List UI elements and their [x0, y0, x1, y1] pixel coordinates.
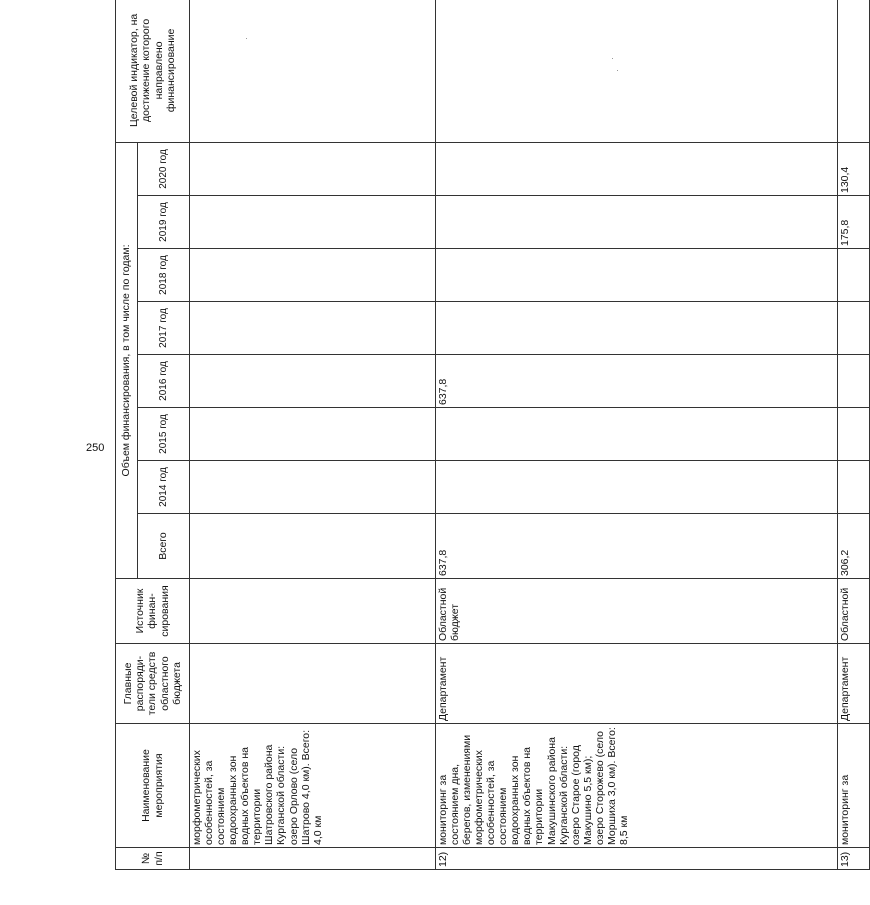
- page-number: 250: [86, 442, 105, 454]
- header-year-2014: 2014 год: [138, 461, 190, 514]
- row-2020: [435, 142, 837, 195]
- header-year-2017: 2017 год: [138, 302, 190, 355]
- row-source: [190, 579, 436, 644]
- row-managers: Департамент: [837, 644, 869, 724]
- row-2014: [837, 461, 869, 514]
- row-num: 13): [837, 848, 869, 870]
- row-2017: [435, 302, 837, 355]
- header-num: № п/п: [116, 848, 190, 870]
- header-managers: Главные распоряди-тели средств областного бюджета: [116, 644, 190, 724]
- row-2019: 175,8: [837, 196, 869, 249]
- header-year-2020: 2020 год: [138, 142, 190, 195]
- header-source: Источник финан-сирования: [116, 579, 190, 644]
- row-target: [837, 0, 869, 142]
- row-2017: [837, 302, 869, 355]
- table-row: [837, 0, 869, 870]
- row-2020: [190, 142, 436, 195]
- row-managers: Департамент: [435, 644, 837, 724]
- row-2018: [837, 249, 869, 302]
- header-name: Наименование мероприятия: [116, 724, 190, 848]
- row-2014: [435, 461, 837, 514]
- row-target: [435, 0, 837, 142]
- row-2017: [190, 302, 436, 355]
- header-year-2018: 2018 год: [138, 249, 190, 302]
- row-2020: 130,4: [837, 142, 869, 195]
- row-name: морфометрических особенностей, за состоянием водоохранных зон водных объектов на территории Шатровского района Курганской области: озеро Орлово (село Шатрово 4,0 км). Всего: 4,0 км: [190, 724, 436, 848]
- rotated-table-wrapper: [115, 13, 870, 870]
- header-total: Всего: [138, 514, 190, 579]
- row-2016: [837, 355, 869, 408]
- table-row: [190, 0, 436, 870]
- row-2016: 637,8: [435, 355, 837, 408]
- row-total: [190, 514, 436, 579]
- row-2015: [190, 408, 436, 461]
- row-2018: [190, 249, 436, 302]
- row-2016: [190, 355, 436, 408]
- row-source: Областной бюджет: [435, 579, 837, 644]
- row-source: Областной: [837, 579, 869, 644]
- row-2015: [837, 408, 869, 461]
- financing-table: [115, 0, 870, 870]
- row-num: 12): [435, 848, 837, 870]
- row-2014: [190, 461, 436, 514]
- row-total: 637,8: [435, 514, 837, 579]
- row-2019: [190, 196, 436, 249]
- row-num: [190, 848, 436, 870]
- row-2015: [435, 408, 837, 461]
- row-name: мониторинг за: [837, 724, 869, 848]
- header-volume-group: Объем финансирования, в том числе по годам:: [116, 142, 138, 578]
- header-year-2016: 2016 год: [138, 355, 190, 408]
- scan-speck: [612, 58, 613, 59]
- row-target: [190, 0, 436, 142]
- scan-speck: [617, 70, 618, 71]
- row-2019: [435, 196, 837, 249]
- header-target: Целевой индикатор, на достижение которого направлено финансирование: [116, 0, 190, 142]
- table-row: [435, 0, 837, 870]
- scan-speck: [246, 38, 247, 39]
- row-total: 306,2: [837, 514, 869, 579]
- row-name: мониторинг за состоянием дна, берегов, изменениями морфометрических особенностей, за состоянием водоохранных зон водных объектов на территории Макушинского района Курганской области: озеро Старое (город Макушино 5,5 км); озеро Сторожево (село Моршиха 3,0 км). Всего: 8,5 км: [435, 724, 837, 848]
- header-year-2019: 2019 год: [138, 196, 190, 249]
- row-2018: [435, 249, 837, 302]
- header-year-2015: 2015 год: [138, 408, 190, 461]
- row-managers: [190, 644, 436, 724]
